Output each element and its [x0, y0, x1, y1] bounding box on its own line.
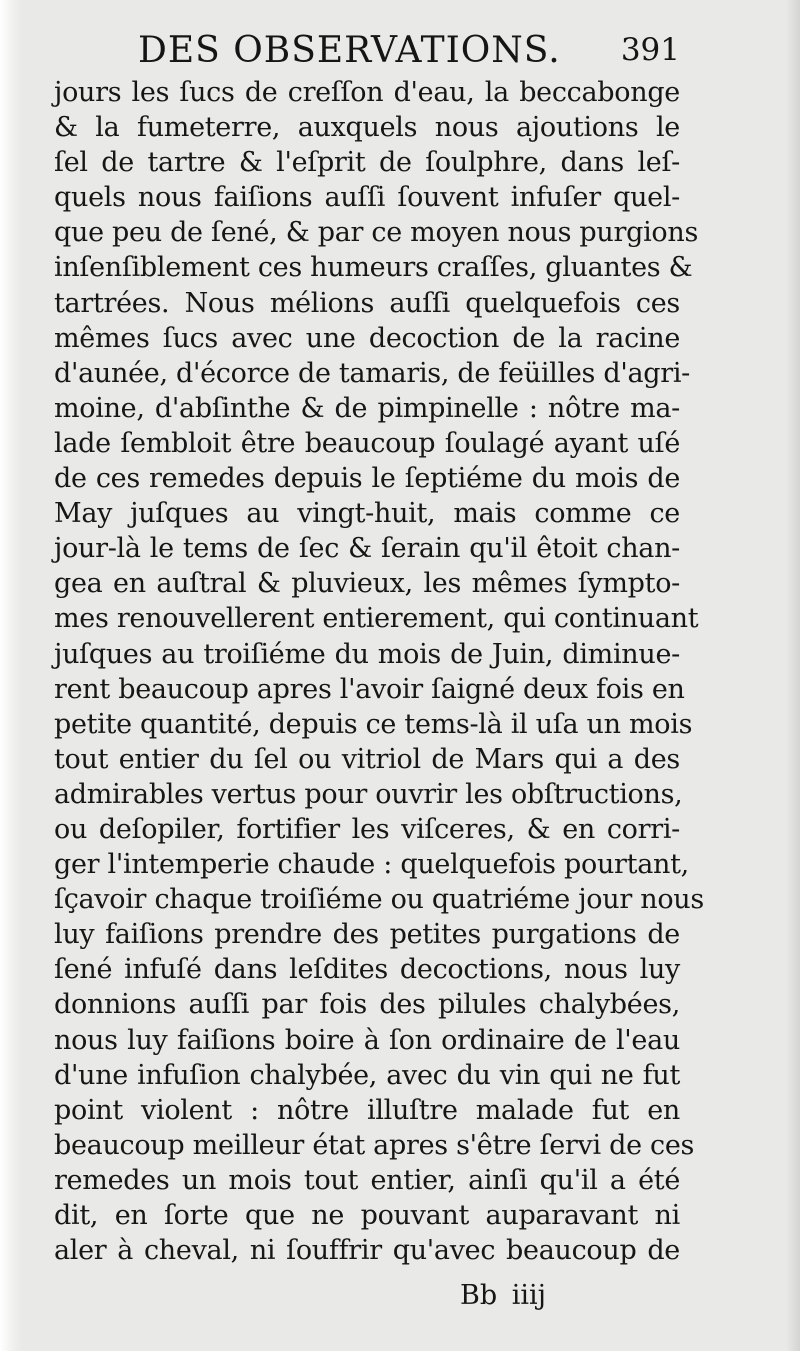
text-line: de ces remedes depuis le ſeptiéme du mois de	[54, 463, 680, 495]
text-line: jour-là le tems de ſec & ſerain qu'il êtoit chan-	[54, 533, 680, 565]
running-head: DES OBSERVATIONS.	[138, 30, 561, 71]
text-line: moine, d'abſinthe & de pimpinelle : nôtre ma-	[54, 392, 680, 424]
text-line: aler à cheval, ni ſouffrir qu'avec beaucoup de	[54, 1235, 680, 1267]
text-line: tout entier du ſel ou vitriol de Mars qui a des	[54, 743, 680, 775]
text-line: May juſques au vingt-huit, mais comme ce	[54, 498, 680, 530]
text-line: ſel de tartre & l'eſprit de ſoulphre, dans leſ-	[54, 147, 680, 179]
text-line: rent beaucoup apres l'avoir ſaigné deux fois en	[54, 673, 685, 705]
text-line: mes renouvellerent entierement, qui continuant	[54, 603, 699, 635]
text-line: nous luy faiſions boire à ſon ordinaire de l'eau	[54, 1024, 680, 1056]
text-line: point violent : nôtre illuſtre malade fut en	[54, 1094, 680, 1126]
text-line: mêmes ſucs avec une decoction de la racine	[54, 322, 680, 354]
text-line: inſenſiblement ces humeurs craſſes, gluantes &	[54, 252, 693, 284]
text-line: remedes un mois tout entier, ainſi qu'il a été	[54, 1164, 680, 1196]
text-line: juſques au troiſiéme du mois de Juin, diminue-	[54, 638, 680, 670]
text-line: quels nous faiſions auſſi ſouvent infuſer quel-	[54, 182, 680, 214]
text-line: ger l'intemperie chaude : quelquefois pourtant,	[54, 849, 689, 881]
text-line: ou deſopiler, fortifier les viſceres, & en corri-	[54, 813, 680, 845]
text-line: d'une infuſion chalybée, avec du vin qui ne fut	[54, 1059, 680, 1091]
text-line: petite quantité, depuis ce tems-là il uſa un mois	[54, 708, 693, 740]
text-line: gea en auſtral & pluvieux, les mêmes ſympto-	[54, 568, 680, 600]
text-line: ſené infuſé dans leſdites decoctions, nous luy	[54, 954, 680, 986]
text-line: luy faiſions prendre des petites purgations de	[54, 919, 680, 951]
text-line: ſçavoir chaque troiſiéme ou quatriéme jour nous	[54, 884, 704, 916]
page-number: 391	[620, 32, 680, 68]
text-line: beaucoup meilleur état apres s'être ſervi de ces	[54, 1129, 695, 1161]
text-line: admirables vertus pour ouvrir les obſtructions,	[54, 778, 683, 810]
text-line: jours les ſucs de creſſon d'eau, la beccabonge	[54, 77, 680, 108]
body-text	[54, 75, 704, 1268]
text-line: lade ſembloit être beaucoup ſoulagé ayant uſé	[54, 427, 680, 459]
text-line: tartrées. Nous mélions auſſi quelquefois ces	[54, 287, 680, 319]
signature-mark: Bb iiij	[460, 1280, 546, 1311]
page-header	[138, 30, 680, 80]
text-line: d'aunée, d'écorce de tamaris, de feüilles d'agri-	[54, 357, 690, 389]
text-line: & la fumeterre, auxquels nous ajoutions le	[54, 112, 680, 144]
text-line: dit, en ſorte que ne pouvant auparavant ni	[54, 1200, 680, 1231]
text-line: donnions auſſi par fois des pilules chalybées,	[54, 989, 680, 1021]
text-line: que peu de ſené, & par ce moyen nous purgions	[54, 217, 699, 249]
